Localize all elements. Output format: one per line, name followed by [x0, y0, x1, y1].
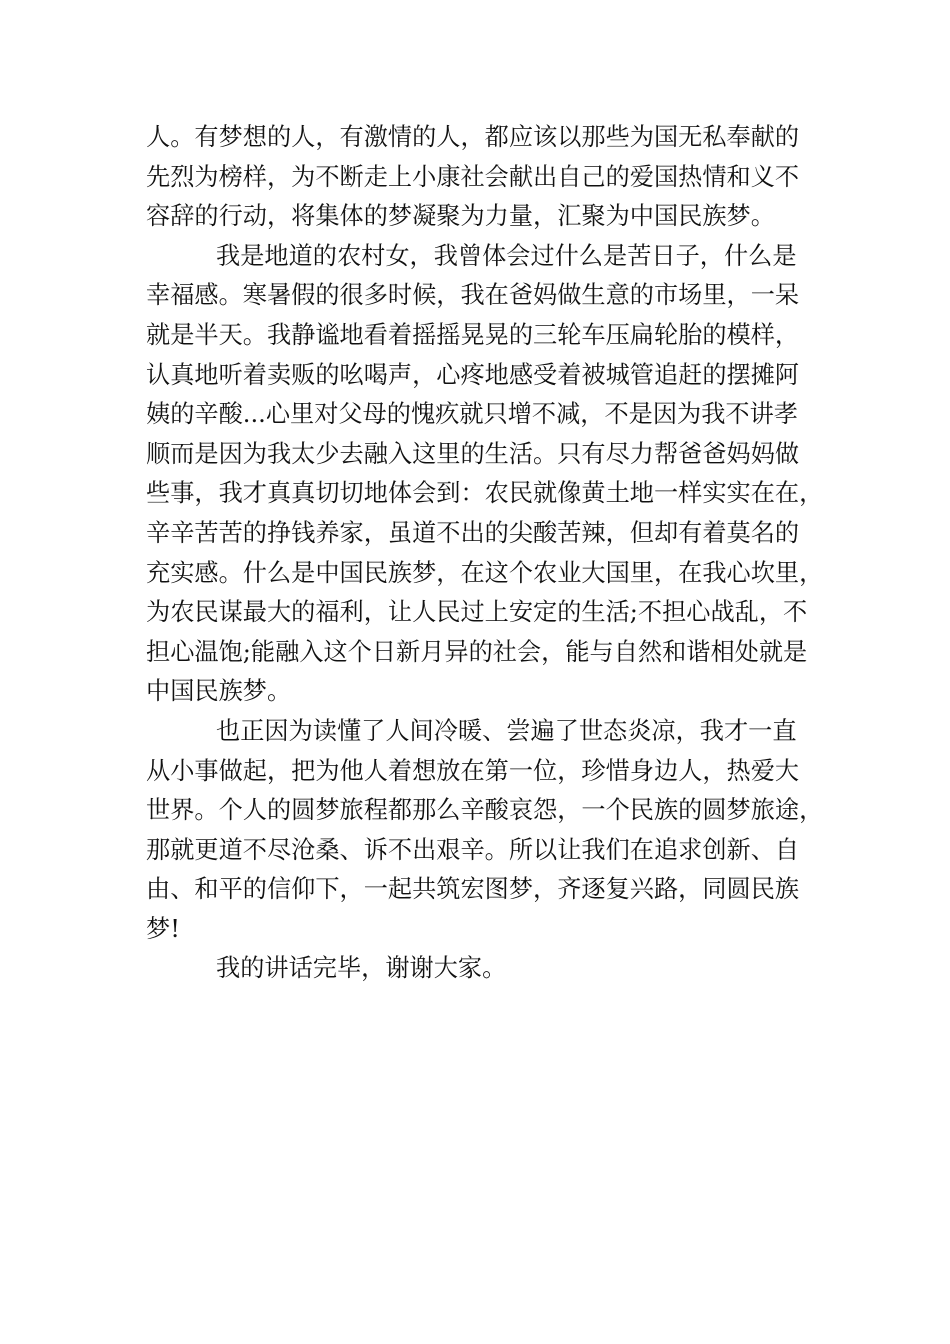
paragraph-1	[146, 118, 806, 237]
text-line: 顺而是因为我太少去融入这里的生活。只有尽力帮爸爸妈妈做	[146, 439, 800, 468]
text-line: 那就更道不尽沧桑、诉不出艰辛。所以让我们在追求创新、自	[146, 835, 800, 864]
text-line: 认真地听着卖贩的吆喝声，心疼地感受着被城管追赶的摆摊阿	[146, 360, 800, 389]
text-line: 中国民族梦。	[146, 677, 292, 706]
text-line: 从小事做起，把为他人着想放在第一位，珍惜身边人，热爱大	[146, 756, 800, 785]
text-line: 世界。个人的圆梦旅程都那么辛酸哀怨，一个民族的圆梦旅途，	[146, 796, 824, 825]
text-line: 我是地道的农村女，我曾体会过什么是苦日子，什么是	[216, 241, 797, 270]
text-line: 人。有梦想的人，有激情的人，都应该以那些为国无私奉献的	[146, 123, 800, 151]
paragraph-4	[146, 949, 806, 989]
text-line: 担心温饱;能融入这个日新月异的社会，能与自然和谐相处就是	[146, 637, 808, 666]
text-line: 由、和平的信仰下，一起共筑宏图梦，齐逐复兴路，同圆民族	[146, 875, 800, 904]
text-line: 些事，我才真真切切地体会到：农民就像黄土地一样实实在在，	[146, 479, 824, 508]
paragraph-3	[146, 712, 824, 950]
text-line: 充实感。什么是中国民族梦，在这个农业大国里，在我心坎里，	[146, 558, 824, 587]
speech-body	[146, 118, 824, 989]
text-line: 也正因为读懂了人间冷暖、尝遍了世态炎凉，我才一直	[216, 716, 797, 745]
text-line: 姨的辛酸...心里对父母的愧疚就只增不减，不是因为我不讲孝	[146, 400, 798, 429]
text-line: 幸福感。寒暑假的很多时候，我在爸妈做生意的市场里，一呆	[146, 281, 800, 310]
paragraph-2	[146, 237, 824, 712]
text-line: 辛辛苦苦的挣钱养家，虽道不出的尖酸苦辣，但却有着莫名的	[146, 518, 800, 547]
text-line: 梦!	[146, 914, 180, 943]
text-line: 容辞的行动，将集体的梦凝聚为力量，汇聚为中国民族梦。	[146, 202, 775, 231]
text-line: 我的讲话完毕，谢谢大家。	[216, 954, 507, 983]
text-line: 就是半天。我静谧地看着摇摇晃晃的三轮车压扁轮胎的模样，	[146, 320, 800, 349]
text-line: 先烈为榜样，为不断走上小康社会献出自己的爱国热情和义不	[146, 162, 800, 191]
text-line: 为农民谋最大的福利，让人民过上安定的生活;不担心战乱，不	[146, 598, 808, 627]
